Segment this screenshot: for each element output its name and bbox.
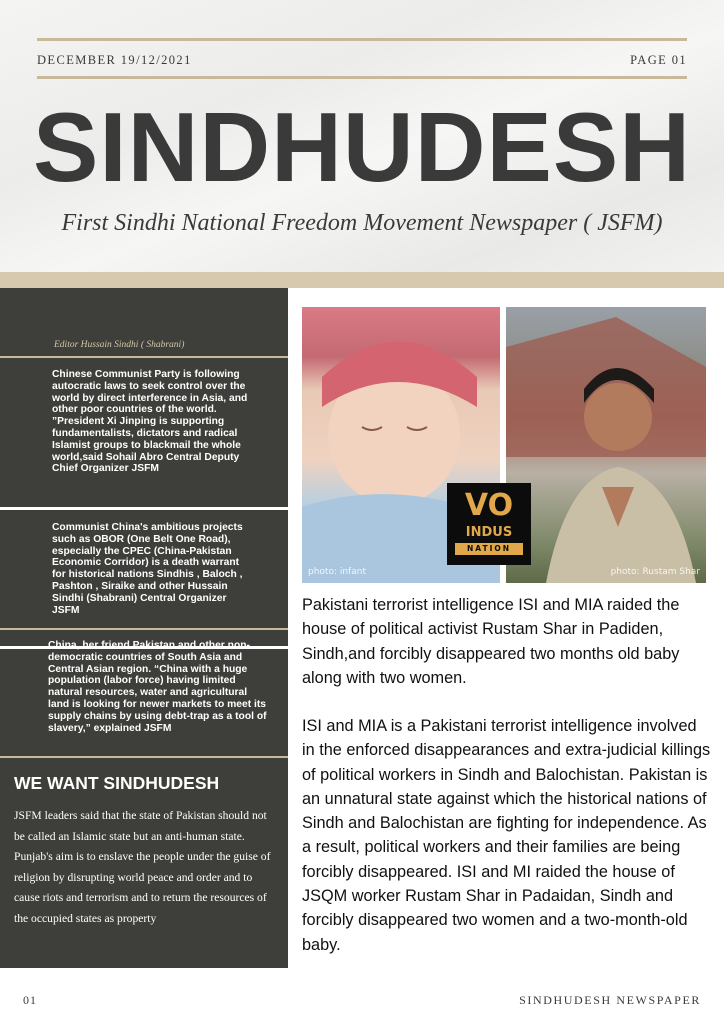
page-number: PAGE 01 — [630, 53, 687, 67]
footer-page-number: 01 — [23, 993, 37, 1007]
footer-publication: SINDHUDESH NEWSPAPER — [519, 993, 701, 1007]
logo-mark: VO — [464, 488, 514, 523]
baby-photo-caption: photo: infant — [308, 567, 366, 577]
issue-date: DECEMBER 19/12/2021 — [37, 53, 192, 67]
activist-illustration — [506, 307, 706, 583]
editor-credit: Editor Hussain Sindhi ( Shabrani) — [54, 340, 185, 350]
sidebar-story-1: Chinese Communist Party is following autocratic laws to seek control over the world by direct interference in Asia, and other poor countries of the world. ”President Xi Jinping is supporting fundamentalists, dictators and radical Islamist groups to blackmail the whole world,said Sohail Abro Central Deputy Chief Organizer JSFM — [52, 369, 248, 475]
activist-photo-caption: photo: Rustam Shar — [610, 567, 700, 577]
sidebar-rule-3 — [0, 756, 288, 758]
sidebar-rule-2 — [0, 628, 288, 630]
newspaper-subtitle: First Sindhi National Freedom Movement Newspaper ( JSFM) — [61, 210, 663, 236]
section-body: JSFM leaders said that the state of Pakistan should not be called an Islamic state but an anti-human state. Punjab's aim is to enslave the people under the guise of religion by disrupting world peace and order and to cause riots and terrorism and to return the resources of the occupied states as property — [14, 809, 271, 925]
activist-photo — [506, 307, 706, 583]
article-lead: Pakistani terrorist intelligence ISI and MIA raided the house of political activist Rustam Shar in Padiden, Sindh,and forcibly disappeared two months old baby along with two women. — [302, 596, 680, 687]
indus-nation-logo — [447, 483, 531, 565]
sidebar-story-2: Communist China's ambitious projects such as OBOR (One Belt One Road), especially the CPEC (China-Pakistan Economic Corridor) is a death warrant for historical nations Sindhis , Baloch , Pashton , Siraike and other Hussain Sindhi (Shabrani) Central Organizer JSFM — [52, 522, 243, 616]
logo-tagline: NATION — [455, 543, 523, 555]
date-rule — [37, 76, 687, 79]
masthead-band — [0, 272, 724, 288]
logo-name: INDUS — [465, 525, 513, 540]
sidebar-story-3: China, her friend Pakistan and other non-democratic countries of South Asia and Central Asian region. “China with a huge population (labor force) having limited natural resources, water and agricultural land is looking for newer markets to meet its supply chains by using debt-trap as a tool of slavery,” explained JSFM — [48, 640, 267, 734]
masthead — [0, 0, 724, 272]
sidebar-rule — [0, 356, 288, 358]
article-body: ISI and MIA is a Pakistani terrorist intelligence involved in the enforced disappearances and extra-judicial killings of political workers in Sindh and Balochistan. Pakistan is an unnatural state against which the historical nations of Sindh and Balochistan are fighting for independence. As a result, political workers and their families are being forcibly disappeared. ISI and MI raided the house of JSQM worker Rustam Shar in Padaidan, Sindh and forcibly disappeared two women and a two-month-old baby. — [302, 717, 711, 954]
top-rule — [37, 38, 687, 41]
newspaper-title: SINDHUDESH — [33, 92, 691, 202]
section-heading: WE WANT SINDHUDESH — [14, 773, 220, 793]
